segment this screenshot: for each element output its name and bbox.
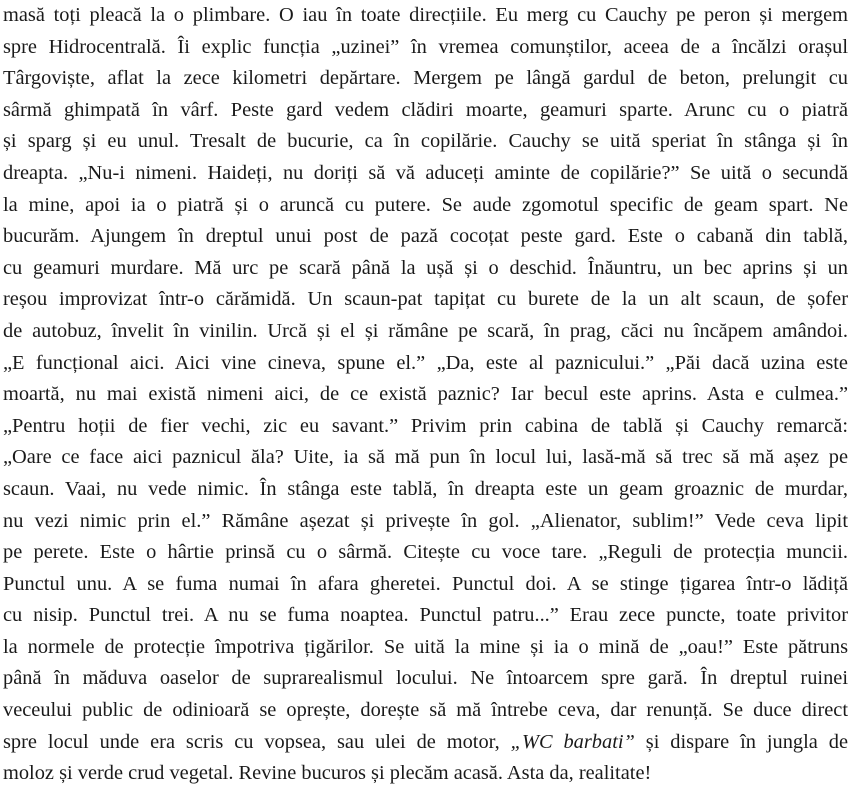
text-line-20: cu nisip. Punctul trei. A nu se fuma noaptea. Punctul patru...” Erau zece puncte, toate privitor — [3, 604, 848, 627]
text-line-8: bucurăm. Ajungem în dreptul unui post de pază cocoțat peste gard. Este o cabană din tablă, — [3, 225, 848, 248]
text-line-18: pe perete. Este o hârtie prinsă cu o sârmă. Citește cu voce tare. „Reguli de protecția muncii. — [3, 541, 848, 564]
text-line-17: nu vezi nimic prin el.” Rămâne așezat și privește în gol. „Alienator, sublim!” Vede ceva lipit — [3, 509, 848, 532]
text-line-1: masă toți pleacă la o plimbare. O iau în toate direcțiile. Eu merg cu Cauchy pe peron și mergem — [3, 4, 848, 26]
text-line-10: reșou improvizat într-o cărămidă. Un scaun-pat tapițat cu burete de la un alt scaun, de șofer — [3, 288, 848, 311]
text-line-16: scaun. Vaai, nu vede nimic. În stânga este tablă, în dreapta este un geam groaznic de murdar, — [3, 477, 848, 500]
text-line-23: veceului public de odinioară se oprește, dorește să mă întrebe ceva, dar renunță. Se duce direct — [3, 699, 848, 722]
text-line-3: Târgoviște, aflat la zece kilometri depărtare. Mergem pe lângă gardul de beton, prelungit cu — [3, 67, 848, 90]
text-line-2: spre Hidrocentrală. Îi explic funcția „uzinei” în vremea comunștilor, aceea de a încălzi orașul — [3, 35, 848, 58]
text-line-6: dreapta. „Nu-i nimeni. Haideți, nu doriți să vă aduceți aminte de copilărie?” Se uită o secundă — [3, 161, 848, 184]
text-line-9: cu geamuri murdare. Mă urc pe scară până la ușă și o deschid. Înăuntru, un bec aprins și un — [3, 256, 848, 279]
text-line-22: până în măduva oaselor de suprarealismul locului. Ne întoarcem spre gară. În dreptul ruinei — [3, 667, 848, 690]
text-line-11: de autobuz, învelit în vinilin. Urcă și el și rămâne pe scară, în prag, căci nu încăpem amândoi. — [3, 319, 848, 342]
text-line-7: la mine, apoi ia o piatră și o aruncă cu putere. Se aude zgomotul specific de geam spart. Ne — [3, 193, 848, 216]
body-text — [3, 0, 848, 790]
text-line-4: sârmă ghimpată în vârf. Peste gard vedem clădiri moarte, geamuri sparte. Arunc cu o piatră — [3, 98, 848, 121]
text-line-13: moartă, nu mai există nimeni aici, de ce există paznic? Iar becul este aprins. Asta e culmea.” — [3, 383, 848, 406]
text-line-24-end: și dispare în jungla de — [634, 730, 848, 753]
text-line-12: „E funcțional aici. Aici vine cineva, spune el.” „Da, este al paznicului.” „Păi dacă uzina este — [3, 351, 848, 374]
text-line-5: și sparg și eu unul. Tresalt de bucurie, ca în copilărie. Cauchy se uită speriat în stânga și în — [3, 130, 848, 153]
text-line-21: la normele de protecție împotriva țigărilor. Se uită la mine și ia o mină de „oau!” Este pătruns — [3, 635, 848, 658]
text-line-24 — [3, 727, 848, 759]
wc-sign-quote: „WC barbati” — [510, 730, 635, 753]
text-line-24-start: spre locul unde era scris cu vopsea, sau ulei de motor, — [3, 730, 511, 753]
text-line-25: moloz și verde crud vegetal. Revine bucuros și plecăm acasă. Asta da, realitate! — [3, 762, 652, 785]
text-line-15: „Oare ce face aici paznicul ăla? Uite, ia să mă pun în locul lui, lasă-mă să trec să mă așez pe — [3, 446, 848, 469]
text-line-19: Punctul unu. A se fuma numai în afara gheretei. Punctul doi. A se stinge țigarea într-o lădiță — [3, 572, 848, 595]
text-line-14: „Pentru hoții de fier vechi, zic eu savant.” Privim prin cabina de tablă și Cauchy remarcă: — [3, 414, 848, 437]
